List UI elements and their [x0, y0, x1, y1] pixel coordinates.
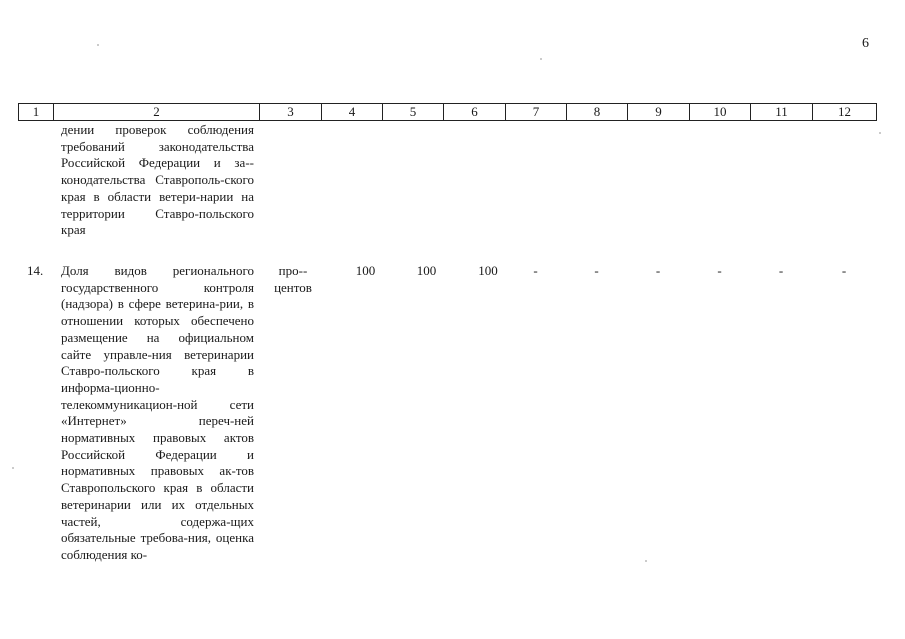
- row-14-col-9-value: -: [655, 263, 661, 278]
- column-number-header: [18, 103, 877, 121]
- page-number: 6: [862, 36, 869, 51]
- header-col-7: 7: [506, 104, 567, 121]
- continued-row-description: дении проверок соблюдения требований законодательства Российской Федерации и за-конодательства Ставрополь-ского края в области ветери-нарии на территории Ставро-польского края: [61, 122, 254, 238]
- row-14-description: Доля видов регионального государственного контроля (надзора) в сфере ветерина-рии, в отношении которых обеспечено размещение на официальном сайте управле-ния ветеринарии Ставро-польского края в информа-ционно-телекоммуникацион-ной сети «Интернет» переч-ней нормативных правовых актов Российской Федерации и нормативных правовых ак-тов Ставропольского края в области ветеринарии или их отдельных частей, содержа-щих обязательные требова-ния, оценка соблюдения ко-: [61, 263, 254, 562]
- header-col-4: 4: [322, 104, 383, 121]
- row-14-col-11-value: -: [778, 263, 784, 278]
- header-col-6: 6: [444, 104, 506, 121]
- header-col-1: 1: [19, 104, 54, 121]
- header-col-11: 11: [751, 104, 813, 121]
- scan-speck: [645, 560, 647, 562]
- row-14-unit: про-центов: [274, 263, 312, 295]
- row-14-col-5-value: 100: [416, 263, 437, 278]
- row-14-number: 14.: [27, 263, 44, 278]
- header-col-2: 2: [54, 104, 260, 121]
- header-col-12: 12: [813, 104, 877, 121]
- header-row: [19, 104, 877, 121]
- scan-speck: [97, 44, 99, 46]
- header-col-3: 3: [260, 104, 322, 121]
- header-col-5: 5: [383, 104, 444, 121]
- row-14-col-7-value: -: [533, 263, 538, 278]
- scan-speck: [12, 467, 14, 469]
- header-col-10: 10: [690, 104, 751, 121]
- row-14-col-8-value: -: [594, 263, 599, 278]
- row-14-col-12-value: -: [841, 263, 847, 278]
- scan-speck: [879, 132, 881, 134]
- row-14-col-4-value: 100: [355, 263, 376, 278]
- row-14-col-6-value: 100: [478, 263, 498, 278]
- header-col-9: 9: [628, 104, 690, 121]
- header-col-8: 8: [567, 104, 628, 121]
- scan-speck: [540, 58, 542, 60]
- row-14-col-10-value: -: [717, 263, 722, 278]
